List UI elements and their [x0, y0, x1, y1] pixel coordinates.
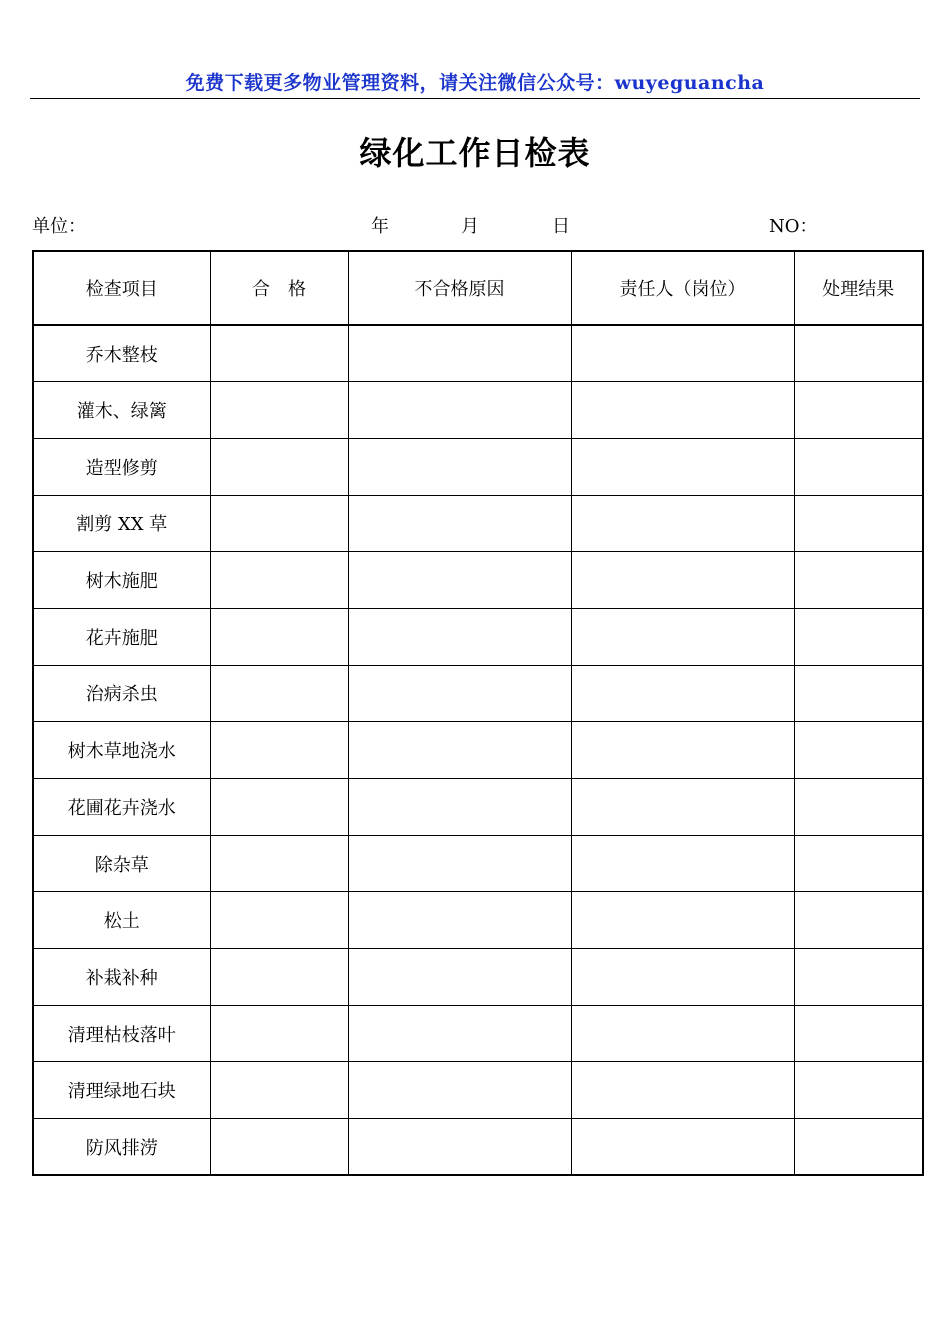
fail-reason-cell[interactable]	[348, 892, 571, 949]
table-row	[33, 1062, 923, 1119]
table-row	[33, 722, 923, 779]
result-cell[interactable]	[794, 1062, 923, 1119]
responsible-cell[interactable]	[571, 665, 794, 722]
pass-cell[interactable]	[210, 438, 348, 495]
inspection-table	[32, 250, 924, 1176]
responsible-cell[interactable]	[571, 779, 794, 836]
pass-cell[interactable]	[210, 325, 348, 382]
result-cell[interactable]	[794, 665, 923, 722]
pass-cell[interactable]	[210, 608, 348, 665]
table-row	[33, 1119, 923, 1176]
inspection-item-cell: 清理枯枝落叶	[33, 1005, 210, 1062]
responsible-cell[interactable]	[571, 325, 794, 382]
inspection-item-cell: 松土	[33, 892, 210, 949]
pass-cell[interactable]	[210, 1062, 348, 1119]
inspection-item-cell: 除杂草	[33, 835, 210, 892]
responsible-cell[interactable]	[571, 1062, 794, 1119]
responsible-cell[interactable]	[571, 608, 794, 665]
column-header-result: 处理结果	[794, 251, 923, 325]
inspection-item-cell: 补栽补种	[33, 949, 210, 1006]
fail-reason-cell[interactable]	[348, 835, 571, 892]
pass-cell[interactable]	[210, 382, 348, 439]
result-cell[interactable]	[794, 1005, 923, 1062]
table-row	[33, 779, 923, 836]
result-cell[interactable]	[794, 722, 923, 779]
fail-reason-cell[interactable]	[348, 438, 571, 495]
inspection-item-cell: 树木草地浇水	[33, 722, 210, 779]
fail-reason-cell[interactable]	[348, 382, 571, 439]
table-row	[33, 892, 923, 949]
table-row	[33, 325, 923, 382]
header-divider	[30, 98, 920, 99]
result-cell[interactable]	[794, 779, 923, 836]
table-row	[33, 665, 923, 722]
month-label: 月	[461, 216, 479, 237]
pass-cell[interactable]	[210, 779, 348, 836]
result-cell[interactable]	[794, 949, 923, 1006]
table-row	[33, 1005, 923, 1062]
column-header-pass: 合 格	[210, 251, 348, 325]
responsible-cell[interactable]	[571, 722, 794, 779]
responsible-cell[interactable]	[571, 382, 794, 439]
result-cell[interactable]	[794, 892, 923, 949]
fail-reason-cell[interactable]	[348, 608, 571, 665]
table-row	[33, 495, 923, 552]
responsible-cell[interactable]	[571, 1005, 794, 1062]
result-cell[interactable]	[794, 325, 923, 382]
pass-cell[interactable]	[210, 835, 348, 892]
responsible-cell[interactable]	[571, 495, 794, 552]
table-header-row	[33, 251, 923, 325]
column-header-item: 检查项目	[33, 251, 210, 325]
responsible-cell[interactable]	[571, 835, 794, 892]
table-row	[33, 552, 923, 609]
fail-reason-cell[interactable]	[348, 722, 571, 779]
header-banner: 免费下载更多物业管理资料，请关注微信公众号：wuyeguancha	[185, 72, 765, 94]
document-title: 绿化工作日检表	[359, 134, 591, 172]
fail-reason-cell[interactable]	[348, 495, 571, 552]
inspection-item-cell: 治病杀虫	[33, 665, 210, 722]
pass-cell[interactable]	[210, 722, 348, 779]
inspection-item-cell: 花卉施肥	[33, 608, 210, 665]
pass-cell[interactable]	[210, 949, 348, 1006]
result-cell[interactable]	[794, 552, 923, 609]
column-header-fail-reason: 不合格原因	[348, 251, 571, 325]
table-row	[33, 438, 923, 495]
result-cell[interactable]	[794, 382, 923, 439]
inspection-item-cell: 清理绿地石块	[33, 1062, 210, 1119]
inspection-item-cell: 防风排涝	[33, 1119, 210, 1176]
fail-reason-cell[interactable]	[348, 1119, 571, 1176]
fail-reason-cell[interactable]	[348, 779, 571, 836]
fail-reason-cell[interactable]	[348, 325, 571, 382]
inspection-item-cell: 造型修剪	[33, 438, 210, 495]
table-row	[33, 835, 923, 892]
result-cell[interactable]	[794, 835, 923, 892]
pass-cell[interactable]	[210, 1005, 348, 1062]
pass-cell[interactable]	[210, 495, 348, 552]
number-label: NO：	[769, 216, 818, 237]
fail-reason-cell[interactable]	[348, 665, 571, 722]
unit-label: 单位：	[32, 216, 86, 237]
column-header-responsible: 责任人（岗位）	[571, 251, 794, 325]
inspection-item-cell: 灌木、绿篱	[33, 382, 210, 439]
inspection-item-cell: 树木施肥	[33, 552, 210, 609]
pass-cell[interactable]	[210, 1119, 348, 1176]
result-cell[interactable]	[794, 495, 923, 552]
result-cell[interactable]	[794, 438, 923, 495]
responsible-cell[interactable]	[571, 552, 794, 609]
inspection-item-cell: 乔木整枝	[33, 325, 210, 382]
pass-cell[interactable]	[210, 892, 348, 949]
pass-cell[interactable]	[210, 665, 348, 722]
fail-reason-cell[interactable]	[348, 1062, 571, 1119]
responsible-cell[interactable]	[571, 949, 794, 1006]
table-row	[33, 382, 923, 439]
result-cell[interactable]	[794, 608, 923, 665]
responsible-cell[interactable]	[571, 1119, 794, 1176]
inspection-item-cell: 割剪 XX 草	[33, 495, 210, 552]
year-label: 年	[371, 216, 389, 237]
responsible-cell[interactable]	[571, 438, 794, 495]
table-body	[33, 325, 923, 1175]
fail-reason-cell[interactable]	[348, 949, 571, 1006]
inspection-item-cell: 花圃花卉浇水	[33, 779, 210, 836]
table-row	[33, 608, 923, 665]
responsible-cell[interactable]	[571, 892, 794, 949]
result-cell[interactable]	[794, 1119, 923, 1176]
day-label: 日	[552, 216, 570, 237]
fail-reason-cell[interactable]	[348, 552, 571, 609]
table-row	[33, 949, 923, 1006]
fail-reason-cell[interactable]	[348, 1005, 571, 1062]
pass-cell[interactable]	[210, 552, 348, 609]
